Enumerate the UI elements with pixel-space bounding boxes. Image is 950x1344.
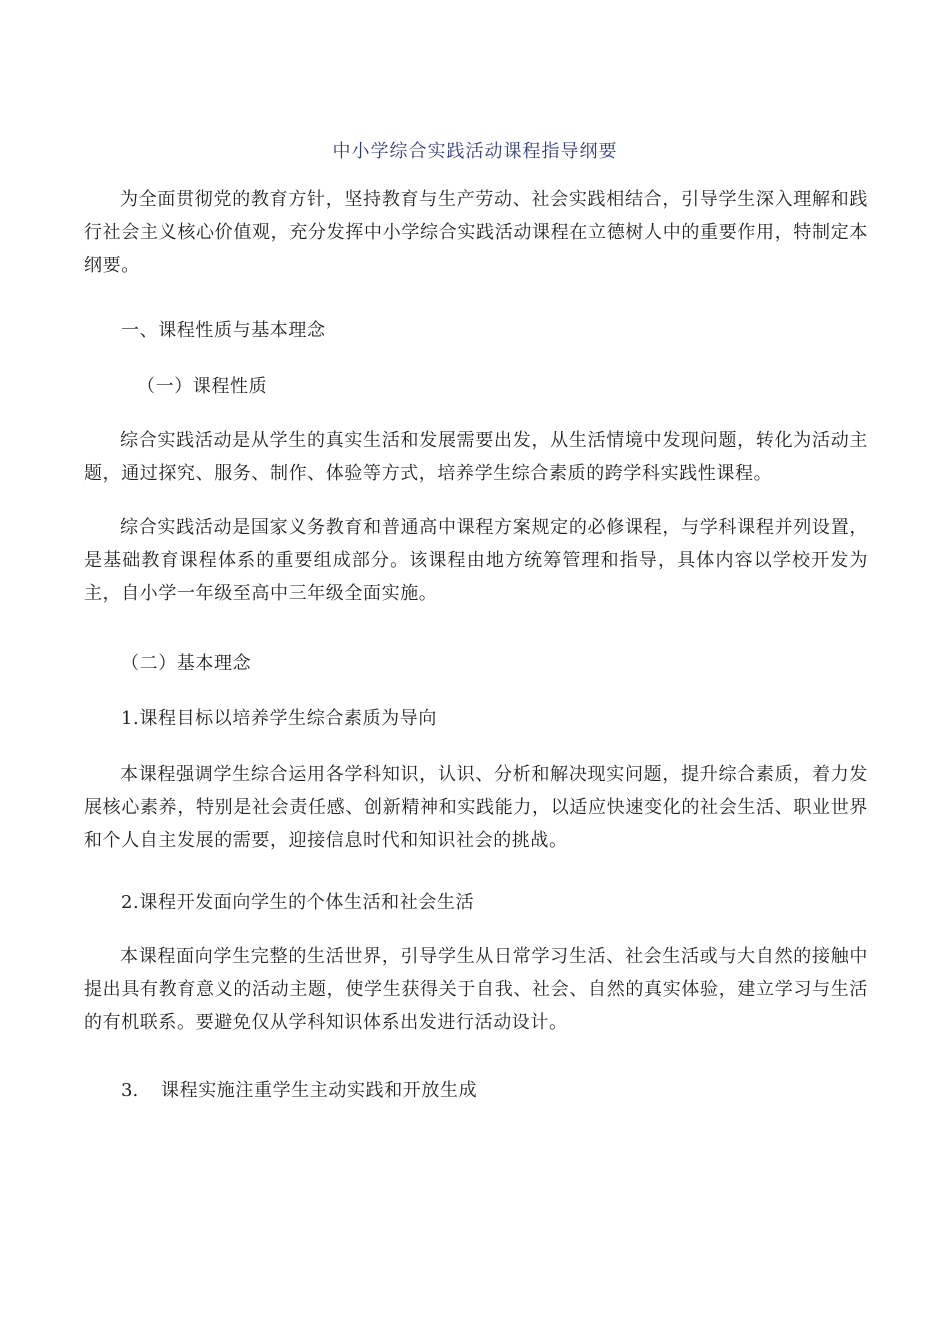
course-nature-paragraph-2: 综合实践活动是国家义务教育和普通高中课程方案规定的必修课程，与学科课程并列设置，是基础教育课程体系的重要组成部分。该课程由地方统筹管理和指导，具体内容以学校开发为主，自小学一年级至高中三年级全面实施。 xyxy=(84,517,868,604)
item-heading-1: 1.课程目标以培养学生综合素质为导向 xyxy=(121,708,437,729)
section-heading-1: 一、课程性质与基本理念 xyxy=(121,320,326,341)
subsection-heading-1: （一）课程性质 xyxy=(137,376,268,397)
course-nature-paragraph-1: 综合实践活动是从学生的真实生活和发展需要出发，从生活情境中发现问题，转化为活动主题，通过探究、服务、制作、体验等方式，培养学生综合素质的跨学科实践性课程。 xyxy=(84,430,868,484)
document-title: 中小学综合实践活动课程指导纲要 xyxy=(332,141,618,162)
item-paragraph-1: 本课程强调学生综合运用各学科知识，认识、分析和解决现实问题，提升综合素质，着力发展核心素养，特别是社会责任感、创新精神和实践能力，以适应快速变化的社会生活、职业世界和个人自主发展的需要，迎接信息时代和知识社会的挑战。 xyxy=(84,764,868,851)
intro-paragraph: 为全面贯彻党的教育方针，坚持教育与生产劳动、社会实践相结合，引导学生深入理解和践行社会主义核心价值观，充分发挥中小学综合实践活动课程在立德树人中的重要作用，特制定本纲要。 xyxy=(84,189,868,276)
item-heading-2: 2.课程开发面向学生的个体生活和社会生活 xyxy=(121,892,475,913)
item-number-3: 3. xyxy=(121,1080,139,1101)
item-paragraph-2: 本课程面向学生完整的生活世界，引导学生从日常学习生活、社会生活或与大自然的接触中提出具有教育意义的活动主题，使学生获得关于自我、社会、自然的真实体验，建立学习与生活的有机联系。要避免仅从学科知识体系出发进行活动设计。 xyxy=(84,946,868,1033)
item-heading-3: 课程实施注重学生主动实践和开放生成 xyxy=(161,1080,478,1101)
subsection-heading-2: （二）基本理念 xyxy=(121,653,252,674)
